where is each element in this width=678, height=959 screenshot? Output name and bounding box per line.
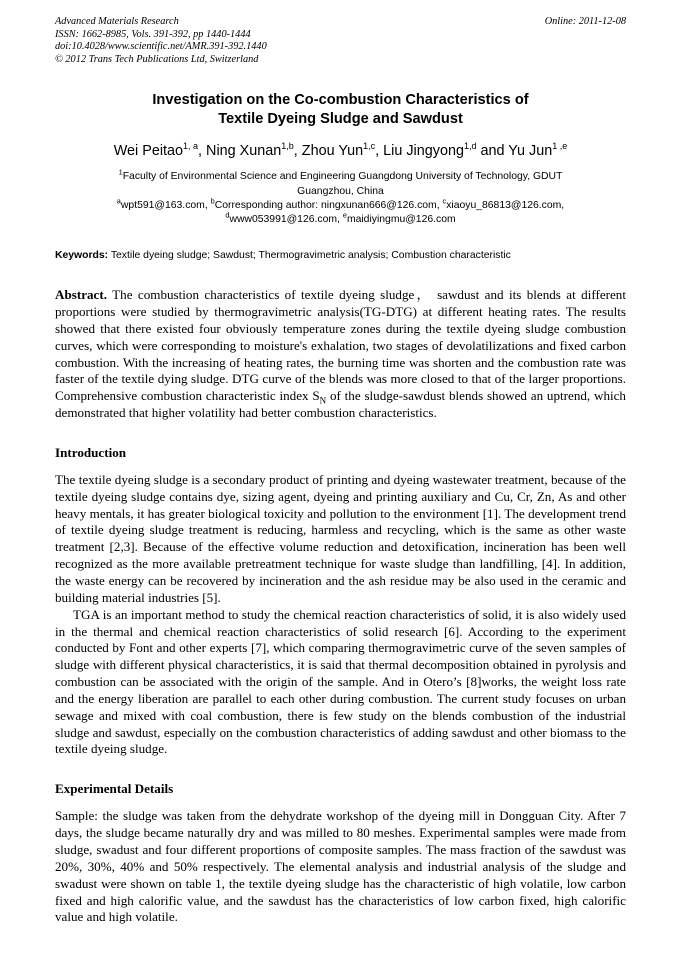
author-affil-marker: 1 ,e xyxy=(552,141,568,152)
author-name: Liu Jingyong xyxy=(383,143,464,160)
copyright-line: © 2012 Trans Tech Publications Ltd, Switzerland xyxy=(55,53,259,65)
section-heading-experimental-details: Experimental Details xyxy=(55,781,174,797)
keywords-label: Keywords: xyxy=(55,250,109,262)
affiliation-block xyxy=(55,167,626,227)
email-marker-a: a xyxy=(116,196,121,206)
journal-name: Advanced Materials Research xyxy=(55,16,179,27)
affiliation-line-1 xyxy=(61,167,620,184)
author-name: Ning Xunan xyxy=(206,143,282,160)
section-heading-introduction: Introduction xyxy=(55,444,127,460)
email-b[interactable]: Corresponding author: ningxunan666@126.com, xyxy=(214,199,443,211)
author-separator: , xyxy=(293,143,302,160)
page-title xyxy=(55,91,626,128)
title-line-1: Investigation on the Co-combustion Characteristics of xyxy=(152,92,529,109)
title-line-2: Textile Dyeing Sludge and Sawdust xyxy=(218,110,463,127)
author-affil-marker: 1,c xyxy=(363,141,376,152)
email-marker-b: b xyxy=(210,196,215,206)
affiliation-marker: 1 xyxy=(118,167,123,177)
author-list xyxy=(55,141,626,161)
email-d[interactable]: www053991@126.com, xyxy=(229,213,343,225)
keywords-value: Textile dyeing sludge; Sawdust; Thermogravimetric analysis; Combustion characteristic xyxy=(108,250,511,262)
author-name: Zhou Yun xyxy=(301,143,364,160)
journal-masthead xyxy=(55,16,626,66)
abstract-text-part-2: of the sludge-sawdust blends showed an uptrend, which demonstrated that higher volatility had better combustion characteristics. xyxy=(55,388,626,421)
email-line-2 xyxy=(61,210,620,227)
introduction-paragraph-1: The textile dyeing sludge is a secondary product of printing and dyeing wastewater treatment, because of the textile dyeing sludge contains dye, sizing agent, dyeing and printing auxiliary and Cu, Cr, Zn, As and other heavy mentals, it has greater biological toxicity and pollution to the environment [1]. The development trend of textile dyeing sludge treatment is reducing, harmless and recycling, which is the same as other waste treatment [2,3]. Because of the effective volume reduction and detoxification, incineration has been well recognized as the more available pretreatment technique for waste sludge than landfilling, [4]. In addition, the waste energy can be recovered by incineration and the ash residue may be also used in the ceramic and building material industries [5]. xyxy=(55,471,626,605)
introduction-paragraph-2: TGA is an important method to study the chemical reaction characteristics of solid, it is also widely used in the thermal and chemical reaction characteristics of solid research [6]. According to the experiment conducted by Font and other experts [7], which comparing thermogravimetric curve of the seven samples of sludge with different physical characteristics, it is said that thermal decomposition obtained in pyrolysis and combustion can be associated with the origin of the sample. And in Otero’s [8]works, the weight loss rate and the energy liberation are parallel to each other during combustion. The current study focuses on urban sewage and mixed with coal combustion, there is few study on the blends combustion of the industrial sludge and sawdust, especially on the combustion characteristics of adding sawdust and other biomass to the textile dyeing sludge. xyxy=(55,606,626,757)
author-affil-marker: 1, a xyxy=(183,141,199,152)
issn-line: ISSN: 1662-8985, Vols. 391-392, pp 1440-1444 xyxy=(55,28,251,40)
doi-line: doi:10.4028/www.scientific.net/AMR.391-392.1440 xyxy=(55,41,267,53)
author-affil-marker: 1,b xyxy=(281,141,294,152)
author-separator: , xyxy=(375,143,384,160)
author-conjunction: and xyxy=(480,143,505,160)
affiliation-line-2: Guangzhou, China xyxy=(297,185,384,197)
abstract-paragraph xyxy=(55,287,626,422)
author-name: Yu Jun xyxy=(508,143,553,160)
keywords-line xyxy=(55,249,626,263)
online-date: Online: 2011-12-08 xyxy=(544,16,626,27)
author-name: Wei Peitao xyxy=(113,143,184,160)
email-e[interactable]: maidiyingmu@126.com xyxy=(346,213,456,225)
experimental-paragraph-1: Sample: the sludge was taken from the dehydrate workshop of the dyeing mill in Dongguan City. After 7 days, the sludge became naturally dry and was milled to 80 meshes. Experimental samples were made from sludge, swadust and four different proportions of composite samples. The mass fraction of the sawdust was 20%, 30%, 40% and 50% respectively. The elemental analysis and industrial analysis of the sludge and swadust were shown on table 1, the textile dyeing sludge has the characteristic of high volatile, low carbon fixed and high calorific value, and the sawdust has the characteristics of low carbon fixed, high calorific value and high volatile. xyxy=(55,808,626,925)
email-a[interactable]: wpt591@163.com, xyxy=(120,199,211,211)
email-marker-e: e xyxy=(342,210,347,220)
abstract-subscript-n: N xyxy=(319,395,327,406)
abstract-label: Abstract. xyxy=(55,287,107,303)
affiliation-text: Faculty of Environmental Science and Engineering Guangdong University of Technology, GDUT xyxy=(122,171,563,183)
abstract-text-part-1: The combustion characteristics of textile dyeing sludge， sawdust and its blends at different proportions were studied by thermogravimetric analysis(TG-DTG) at different heating rates. The results showed that there existed four obviously temperature zones during the textile dyeing sludge combustion curves, which were corresponding to moisture's exhalation, two stages of devolatilizations and fixed carbon combustion. With the increasing of heating rates, the burning time was shorten and the combustion rate was faster of the textile dying sludge. DTG curve of the blends was more closed to that of the larger proportions. Comprehensive combustion characteristic index S xyxy=(55,287,626,404)
email-marker-c: c xyxy=(442,196,447,206)
email-line-1 xyxy=(61,196,620,213)
author-affil-marker: 1,d xyxy=(463,141,477,152)
email-marker-d: d xyxy=(225,210,230,220)
author-separator: , xyxy=(198,143,207,160)
email-c[interactable]: xiaoyu_86813@126.com, xyxy=(446,199,565,211)
